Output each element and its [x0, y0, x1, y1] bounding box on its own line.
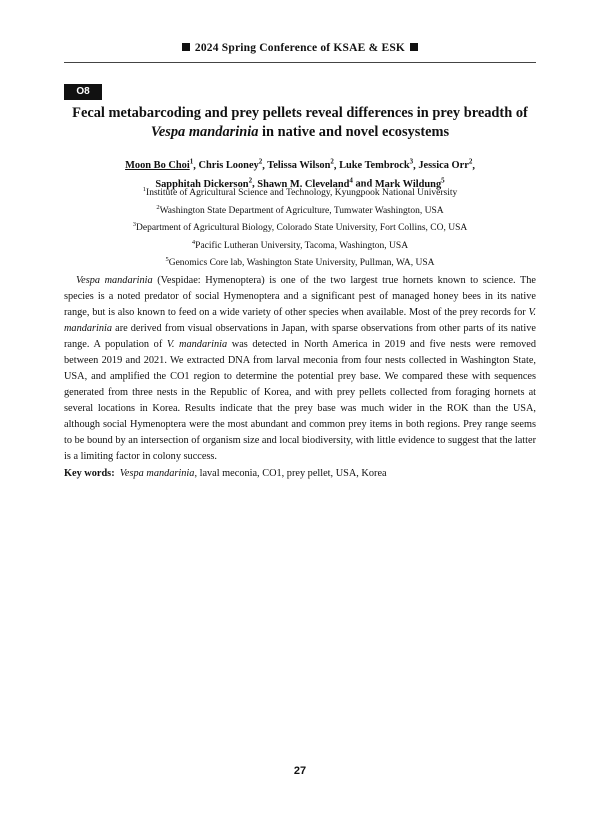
- author-name: Mark Wildung: [374, 178, 442, 190]
- affiliation-line: [64, 183, 536, 201]
- species-name: Vespa mandarinia: [76, 275, 153, 286]
- author: [125, 160, 193, 171]
- author-affil-mark: 2: [258, 158, 263, 166]
- author-separator: ,: [333, 160, 340, 172]
- affil-text: Institute of Agricultural Science and Technology, Kyungpook National University: [146, 188, 458, 199]
- author: [267, 160, 334, 171]
- abstract-paragraph: [64, 273, 536, 465]
- affil-mark: 4: [191, 238, 196, 246]
- affil-text: Genomics Core lab, Washington State University, Pullman, WA, USA: [168, 258, 435, 269]
- author-affil-mark: 2: [248, 176, 253, 185]
- abstract: [64, 273, 536, 465]
- species-name: V. mandarinia: [166, 339, 228, 350]
- keyword-species: Vespa mandarinia: [119, 468, 195, 479]
- author-separator: ,: [262, 160, 268, 172]
- author-name: Luke Tembrock: [339, 160, 410, 172]
- affiliation-list: [64, 183, 536, 271]
- affil-mark: 2: [156, 203, 160, 211]
- author-separator: ,: [252, 178, 258, 190]
- keywords: [64, 466, 536, 482]
- species-name: V. mandarinia: [64, 307, 536, 334]
- abstract-text: (Vespidae: Hymenoptera) is one of the two largest true hornets known to science. The species is a noted predator of social Hymenoptera and a significant pest of managed honey bees in its native range, but is also known to feed on a wide variety of other species when available. Most of the prey records for: [64, 275, 536, 318]
- session-badge: O8: [64, 84, 102, 100]
- affil-text: Washington State Department of Agriculture, Tumwater Washington, USA: [159, 205, 444, 216]
- author-name: Telissa Wilson: [267, 160, 331, 172]
- author-affil-mark: 2: [468, 158, 473, 166]
- author-separator: ,: [413, 160, 419, 172]
- header-rule: [64, 62, 536, 63]
- title-text-1: Fecal metabarcoding and prey pellets reveal differences in prey breadth of: [72, 105, 528, 121]
- affiliation-line: [64, 218, 536, 236]
- conference-header-text: 2024 Spring Conference of KSAE & ESK: [194, 42, 406, 54]
- title-text-2: in native and novel ecosystems: [258, 124, 450, 140]
- author: [339, 160, 413, 171]
- conference-header: [64, 42, 536, 54]
- author-separator: ,: [193, 160, 199, 172]
- abstract-text: was detected in North America in 2019 and five nests were removed between 2019 and 2021. We extracted DNA from larval meconia from four nests collected in Washington State, USA, and amplified the CO1 region to determine the potential prey base. We compared these with sequences generated from three nests in the Republic of Korea, and with prey pellets collected from foraging hornets at several locations in Korea. Results indicate that the prey base was much wider in the ROK than the USA, although social Hymenoptera were the most abundant and common prey items in both regions. Prey range seems to be bound by an intersection of organism size and local biodiversity, with little evidence to suggest that the latter is a limiting factor in colony success.: [64, 339, 537, 462]
- keywords-text: , laval meconia, CO1, prey pellet, USA, Korea: [194, 468, 387, 479]
- square-bullet-icon: [410, 43, 418, 51]
- author-name: Chris Looney: [198, 160, 259, 172]
- author-affil-mark: 5: [441, 176, 445, 185]
- author-affil-mark: 4: [349, 176, 353, 185]
- abstract-text: are derived from visual observations in Japan, with sparse observations from other parts of its native range. A population of: [64, 323, 536, 350]
- author-name: Moon Bo Choi: [125, 160, 190, 172]
- affil-text: Pacific Lutheran University, Tacoma, Washington, USA: [195, 240, 409, 251]
- affil-mark: 5: [165, 256, 169, 264]
- affil-mark: 3: [132, 221, 136, 229]
- author-affil-mark: 1: [189, 158, 194, 166]
- author-name: Jessica Orr: [418, 160, 469, 172]
- affiliation-line: [64, 236, 536, 254]
- paper-title: [64, 104, 536, 142]
- author-separator: ,: [472, 160, 475, 172]
- author-affil-mark: 3: [409, 158, 414, 166]
- affiliation-line: [64, 253, 536, 271]
- author-name: Shawn M. Cleveland: [257, 178, 350, 190]
- author-name: Sapphitah Dickerson: [155, 178, 249, 190]
- title-species: Vespa mandarinia: [150, 124, 259, 140]
- affiliation-line: [64, 201, 536, 219]
- author-affil-mark: 2: [330, 158, 334, 166]
- page-number: 27: [293, 765, 307, 777]
- affil-mark: 1: [142, 186, 147, 193]
- keywords-label: Key words:: [64, 468, 115, 479]
- author: [418, 160, 472, 171]
- affil-text: Department of Agricultural Biology, Colorado State University, Fort Collins, CO, USA: [136, 223, 468, 234]
- square-bullet-icon: [182, 43, 190, 51]
- author: [198, 160, 262, 171]
- author-separator: and: [352, 178, 375, 190]
